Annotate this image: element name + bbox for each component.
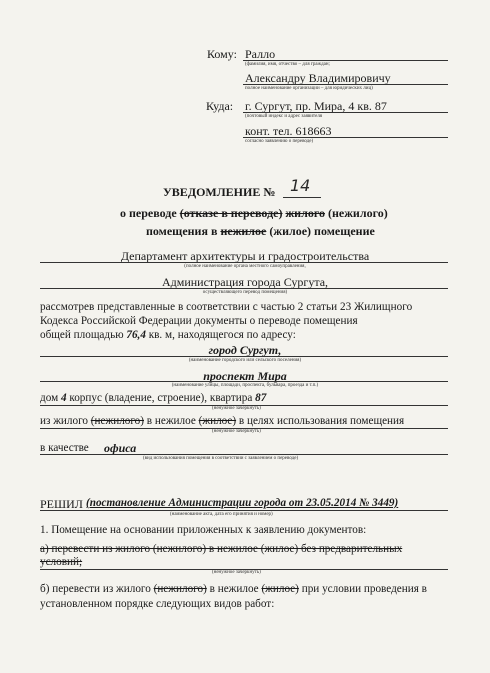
administration-line [40, 288, 448, 289]
recipient-phone: конт. тел. 618663 [245, 124, 332, 138]
strike-living: жилого [285, 206, 325, 220]
strike-nonliving: (нежилого) [90, 415, 144, 427]
recipient-address-line [243, 112, 448, 113]
street-line [40, 381, 448, 382]
recipient-name-caption: (фамилия, имя, отчество – для граждан; [245, 62, 330, 67]
body-paragraph-line1: рассмотрев представленные в соответствии с частью 2 статьи 23 Жилищного [40, 301, 413, 313]
kuda-label: Куда: [206, 99, 234, 113]
decision-act: (постановление Администрации города от 23.05.2014 № 3449) [86, 497, 399, 509]
item-1: 1. Помещение на основании приложенных к заявлению документов: [40, 524, 367, 536]
quality-value: офиса [104, 441, 137, 455]
quality-line [40, 454, 448, 455]
conversion-strike-caption: (ненужное зачеркнуть) [212, 429, 261, 434]
house-line: дом 4 корпус (владение, строение), квартира 87 [40, 392, 267, 404]
body-area-line: общей площадью 76,4 кв. м, находящегося по адресу: [40, 329, 296, 341]
recipient-address: г. Сургут, пр. Мира, 4 кв. 87 [245, 99, 387, 113]
quality-caption: (вид использования помещения в соответствии с заявлением о переводе) [143, 456, 299, 461]
department-line [40, 262, 448, 263]
strike-nonresidential: нежилое [220, 224, 267, 238]
street-name: проспект Мира [203, 369, 287, 383]
item-b-line1: б) перевести из жилого (нежилого) в нежилое (жилое) при условии проведения в [40, 583, 427, 595]
item-a-line1: а) перевести из жилого (нежилого) в нежилое (жилое) без предварительных [40, 543, 403, 555]
strike-living-paren: (жилое) [198, 415, 237, 427]
body-paragraph-line2: Кодекса Российской Федерации документы о переводе помещения [40, 315, 358, 327]
strike-refusal: (отказе в переводе) [179, 206, 283, 220]
department-caption: (полное наименование органа местного самоуправления, [184, 264, 306, 269]
item-b-strike-nonliving: (нежилого) [153, 583, 207, 595]
house-strike-caption: (ненужное зачеркнуть) [212, 406, 261, 411]
recipient-phone-line [243, 137, 448, 138]
recipient-surname: Ралло [245, 47, 276, 61]
area-value: 76,4 [126, 329, 146, 341]
administration-caption: осуществляющего перевод помещения) [202, 290, 288, 295]
item-a-strike-caption: (ненужное зачеркнуть) [212, 570, 261, 575]
recipient-address-caption: (почтовый индекс и адрес заявителя [245, 114, 323, 119]
decision-label: РЕШИЛ [40, 497, 83, 511]
recipient-name-line [243, 60, 448, 61]
item-a-line2: условий; [40, 556, 83, 568]
flat-number: 87 [255, 392, 267, 404]
department-name: Департамент архитектуры и градостроительства [120, 249, 370, 263]
city-caption: (наименование городского или сельского поселения) [188, 358, 302, 363]
notice-subtitle-line2: помещения в нежилое (жилое) помещение [146, 224, 375, 238]
house-number: 4 [60, 392, 67, 404]
city-line [40, 356, 448, 357]
recipient-given-names: Александру Владимировичу [245, 71, 391, 85]
recipient-phone-caption: согласно заявлению о переводе) [245, 139, 314, 144]
street-caption: (наименование улицы, площади, проспекта, бульвара, проезда и т.п.) [171, 383, 319, 388]
notice-number: 14 [290, 176, 311, 195]
recipient-org-line [243, 84, 448, 85]
notice-title: УВЕДОМЛЕНИЕ № [163, 185, 276, 199]
item-b-line2: установленном порядке следующих видов работ: [40, 598, 275, 610]
quality-label: в качестве [40, 442, 89, 454]
decision-line [40, 510, 448, 511]
conversion-line: из жилого (нежилого) в нежилое (жилое) в целях использования помещения [40, 415, 405, 427]
recipient-org-caption: полное наименование организации – для юридических лиц) [245, 86, 373, 91]
item-b-strike-living: (жилое) [261, 583, 299, 595]
komu-label: Кому: [207, 47, 237, 61]
notice-subtitle-line1: о переводе (отказе в переводе) жилого (нежилого) [120, 206, 388, 220]
city-name: город Сургут, [208, 343, 282, 357]
administration-name: Администрация города Сургута, [161, 275, 329, 289]
decision-caption: (наименование акта, дата его принятия и номер) [170, 512, 273, 517]
notice-number-line [283, 197, 321, 198]
